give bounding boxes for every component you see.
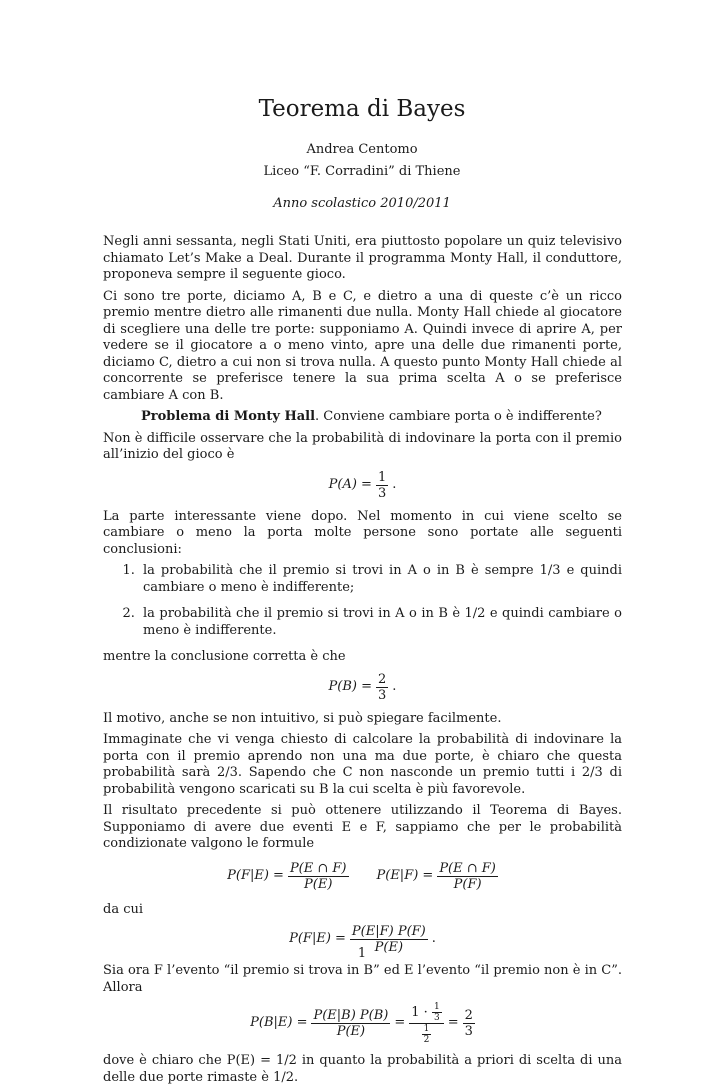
- equation-pa: [103, 470, 622, 501]
- compound-denominator: [420, 1024, 434, 1045]
- paragraph-intro: Negli anni sessanta, negli Stati Uniti, era piuttosto popolare un quiz televisivo chiamato Let’s Make a Deal. Durante il programma Monty Hall, il conduttore, proponeva sempre il seguente gioco.: [103, 234, 622, 282]
- fraction-numerator: 2: [378, 671, 387, 687]
- equation-conditional: [103, 861, 622, 892]
- fraction-numerator: P(E|B) P(B): [313, 1008, 389, 1023]
- school-year: Anno scolastico 2010/2011: [273, 196, 451, 211]
- equation-lhs: P(F|E) =: [227, 867, 284, 883]
- fraction-denominator: P(E): [336, 1024, 366, 1039]
- list-item: 1. la probabilità che il premio si trovi in A o in B è sempre 1/3 e quindi cambiare o meno è indifferente;: [139, 563, 622, 596]
- paragraph-bayes: Il risultato precedente si può ottenere utilizzando il Teorema di Bayes. Supponiamo di avere due eventi E e F, sappiamo che per le probabilità condizionate valgono le formule: [103, 803, 622, 851]
- fraction: [437, 861, 498, 892]
- page-number: 1: [357, 946, 367, 961]
- paragraph-conclusion: dove è chiaro che P(E) = 1/2 in quanto la probabilità a priori di scelta di una delle due porte rimaste è 1/2.: [103, 1053, 622, 1085]
- school-name: Liceo “F. Corradini” di Thiene: [263, 164, 461, 179]
- fraction: [376, 672, 388, 703]
- fraction-numerator: 1: [423, 1024, 430, 1034]
- fraction-denominator: P(F): [453, 876, 482, 892]
- equation-end: .: [431, 931, 436, 947]
- equation-lhs: P(F|E) =: [289, 931, 346, 947]
- equation-lhs: P(B|E) =: [250, 1015, 308, 1031]
- fraction-denominator: 3: [378, 687, 387, 703]
- paragraph-interesting: La parte interessante viene dopo. Nel momento in cui viene scelto se cambiare o meno la porta molte persone sono portate alle seguenti conclusioni:: [103, 508, 622, 557]
- problem-text: . Conviene cambiare porta o è indifferente?: [315, 409, 602, 424]
- paragraph-game: Ci sono tre porte, diciamo A, B e C, e dietro a una di queste c’è un ricco premio mentre dietro alle rimanenti due nulla. Monty Hall chiede al giocatore di scegliere una delle tre porte: supponiamo A. Quindi invece di aprire A, per vedere se il giocatore a o meno vinto, apre una delle due rimanenti porte, diciamo C, dietro a cui non si trova nulla. A questo punto Monty Hall chiede al concorrente se preferisce tenere la sua prima scelta A o se preferisce cambiare A con B.: [103, 288, 622, 403]
- fraction-denominator: 3: [464, 1024, 473, 1039]
- fraction-denominator: 3: [433, 1013, 440, 1023]
- fraction-numerator: 2: [464, 1008, 473, 1023]
- equation-lhs: P(A) =: [328, 476, 372, 492]
- equation-end: .: [392, 476, 397, 492]
- fraction-numerator: 1: [377, 469, 387, 485]
- problem-label: Problema di Monty Hall: [141, 409, 316, 424]
- paragraph-imagine: Immaginate che vi venga chiesto di calcolare la probabilità di indovinare la porta con il premio aprendo non una ma due porte, è chiaro che questa probabilità sarà 2/3. Sapendo che C non nasconde un premio tutti i 2/3 di probabilità vengono scaricati su B la cui scelta è più favorevole.: [103, 732, 622, 797]
- equation-lhs: P(E|F) =: [376, 867, 434, 883]
- document-title: Teorema di Bayes: [258, 96, 466, 122]
- equals-sign: =: [394, 1015, 406, 1031]
- compound-numerator: [409, 1002, 443, 1024]
- paragraph-correct: mentre la conclusione corretta è che: [103, 649, 346, 664]
- fraction-denominator: P(E): [374, 940, 404, 955]
- equation-lhs: P(B) =: [328, 678, 373, 694]
- conclusions-list: [103, 563, 622, 639]
- list-item: 2. la probabilità che il premio si trovi in A o in B è 1/2 e quindi cambiare o meno è indifferente.: [139, 606, 622, 639]
- author-name: Andrea Centomo: [306, 142, 418, 157]
- small-fraction: [422, 1024, 432, 1045]
- equation-end: .: [392, 678, 397, 694]
- fraction-denominator: P(E): [304, 876, 333, 892]
- fraction: [288, 861, 349, 892]
- paragraph-motivo: Il motivo, anche se non intuitivo, si può spiegare facilmente.: [103, 710, 502, 726]
- equals-sign: =: [447, 1015, 459, 1031]
- fraction-numerator: P(E ∩ F): [289, 860, 347, 876]
- fraction-denominator: 3: [377, 485, 387, 501]
- fraction-numerator: P(E ∩ F): [439, 860, 496, 876]
- small-fraction: [432, 1002, 442, 1023]
- factor: 1 ·: [411, 1005, 428, 1020]
- document-body: [103, 234, 622, 1091]
- problem-statement: [103, 409, 622, 426]
- fraction-numerator: P(E|F) P(F): [351, 924, 426, 939]
- paragraph-da-cui: da cui: [103, 901, 144, 917]
- fraction-numerator: 1: [433, 1002, 440, 1012]
- fraction: [376, 470, 388, 501]
- fraction-denominator: 2: [423, 1035, 430, 1045]
- paragraph-events: Sia ora F l’evento “il premio si trova in B” ed E l’evento “il premio non è in C”. Allora: [103, 963, 622, 995]
- equation-pb: [103, 672, 622, 703]
- paragraph-observation: Non è difficile osservare che la probabilità di indovinare la porta con il premio all’inizio del gioco è: [103, 430, 622, 462]
